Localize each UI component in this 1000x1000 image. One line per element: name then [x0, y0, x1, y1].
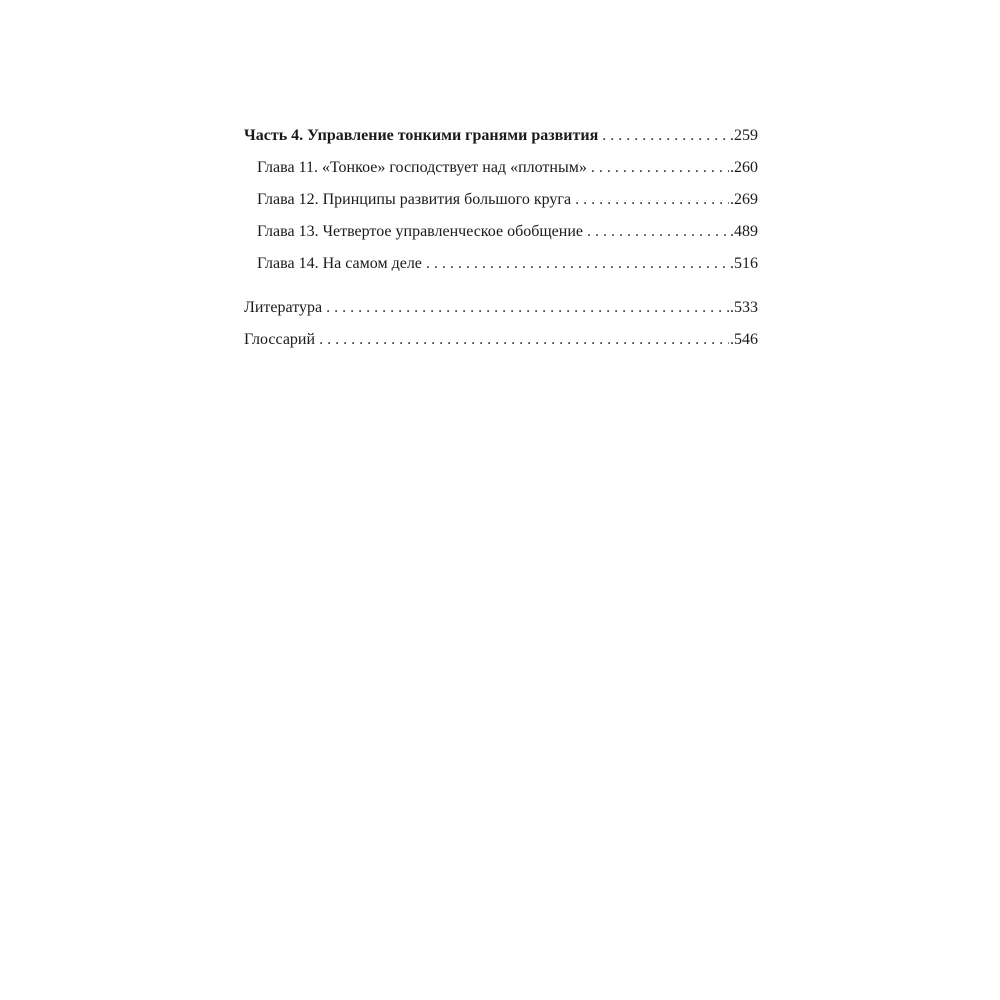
toc-entry-chapter-11[interactable] [244, 158, 758, 190]
dot-leader [575, 190, 729, 210]
toc-entry-title: Глава 12. Принципы развития большого круга [257, 191, 572, 208]
toc-entry-part-4[interactable] [244, 126, 758, 158]
dot-leader [591, 158, 729, 178]
toc-entry-page: .546 [730, 331, 758, 348]
dot-leader [319, 330, 729, 350]
toc-entry-page: .489 [730, 223, 758, 240]
toc-entry-page: .533 [730, 299, 758, 316]
toc-entry-title: Глава 14. На самом деле [257, 255, 422, 272]
toc-entry-chapter-12[interactable] [244, 190, 758, 222]
table-of-contents [244, 126, 758, 362]
toc-entry-page: .516 [730, 255, 758, 272]
toc-entry-title: Глава 11. «Тонкое» господствует над «плотным» [257, 159, 587, 176]
toc-entry-page: .259 [730, 127, 758, 144]
toc-entry-chapter-13[interactable] [244, 222, 758, 254]
toc-entry-chapter-14[interactable] [244, 254, 758, 286]
toc-entry-title: Глоссарий [244, 331, 316, 348]
toc-entry-literature[interactable] [244, 298, 758, 330]
dot-leader [426, 254, 729, 274]
dot-leader [587, 222, 729, 242]
toc-entry-title: Литература [244, 299, 323, 316]
toc-entry-title: Часть 4. Управление тонкими гранями развития [244, 127, 599, 144]
toc-entry-page: .260 [730, 159, 758, 176]
dot-leader [602, 126, 729, 146]
toc-entry-title: Глава 13. Четвертое управленческое обобщение [257, 223, 583, 240]
dot-leader [326, 298, 729, 318]
toc-entry-page: .269 [730, 191, 758, 208]
toc-entry-glossary[interactable] [244, 330, 758, 362]
